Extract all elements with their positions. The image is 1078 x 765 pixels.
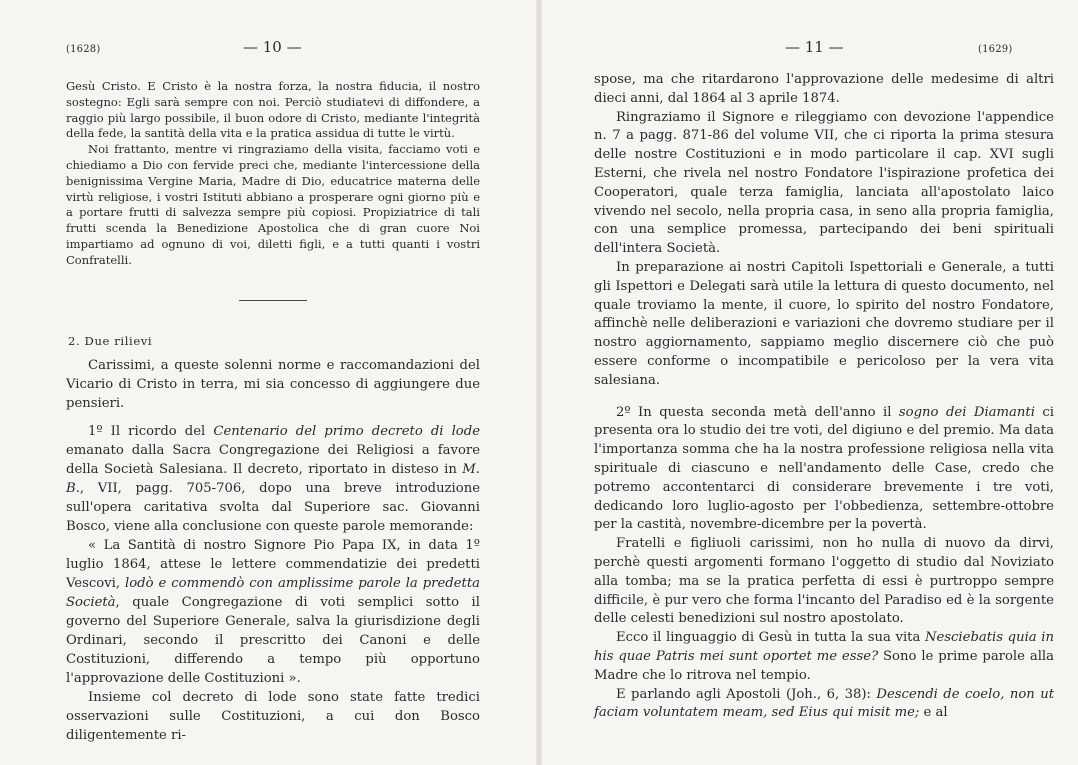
paragraph: spose, ma che ritardarono l'approvazione delle medesime di altri dieci anni, dal 1864 al 3 aprile 1874.: [594, 72, 1054, 106]
italic-run: Descendi de coelo, non ut faciam voluntatem meam, sed Eius qui misit me;: [594, 686, 1054, 721]
text-run: 2º In questa seconda metà dell'anno il: [616, 404, 899, 420]
text-run: , VII, pagg. 705-706, dopo una breve introduzione sull'opera caritativa svolta dal Superiore sac. Giovanni Bosco, viene alla conclusione con queste parole memorande:: [66, 481, 480, 534]
paragraph: Carissimi, a queste solenni norme e raccomandazioni del Vicario di Cristo in terra, mi sia concesso di aggiungere due pensieri.: [66, 358, 480, 411]
paragraph: [66, 536, 480, 688]
paragraph: Noi frattanto, mentre vi ringraziamo della visita, facciamo voti e chiediamo a Dio con fervide preci che, mediante l'intercessione della benignissima Vergine Maria, Madre di Dio, educatrice materna delle virtù religiose, i vostri Istituti abbiano a prosperare ogni giorno più e a portare frutti di salvezza sempre più copiosi. Propiziatrice di tali frutti scenda la Benedizione Apostolica che di gran cuore Noi impartiamo ad ognuno di voi, diletti figli, e a tutti quanti i vostri Confratelli.: [66, 142, 480, 267]
left-text-block-1: [66, 79, 480, 269]
text-run: e al: [919, 705, 948, 721]
paragraph: Insieme col decreto di lode sono state fatte tredici osservazioni sulle Costituzioni, a cui don Bosco diligentemente ri-: [66, 690, 480, 743]
left-text-block-2: [66, 356, 480, 745]
text-run: E parlando agli Apostoli (Joh., 6, 38):: [616, 686, 877, 702]
text-run: « La Santità di nostro Signore Pio Papa IX, in data 1º luglio 1864, attese le lettere commendatizie dei predetti Vescovi,: [66, 538, 480, 591]
text-run: 1º Il ricordo del: [88, 424, 214, 439]
text-run: Sono le prime parole alla Madre che lo ritrova nel tempio.: [594, 648, 1054, 683]
text-run: ci presenta ora lo studio dei tre voti, del digiuno e del premio. Ma data l'importanza somma che ha la nostra professione religiosa nella vita spirituale di ciascuno e nell'andamento delle Case, credo che potremo accontentarci di considerare brevemente i tre voti, dedicando loro luglio-agosto per l'obbedienza, settembre-ottobre per la castità, novembre-dicembre per la povertà.: [594, 404, 1054, 533]
paragraph: Gesù Cristo. E Cristo è la nostra forza, la nostra fiducia, il nostro sostegno: Egli sarà sempre con noi. Perciò studiatevi di diffondere, a raggio più largo possibile, il buon odore di Cristo, mediante l'integrità della fede, la santità della vita e la pratica assidua di tutte le virtù.: [66, 79, 480, 141]
left-page: [0, 0, 536, 765]
right-page-number: — 11 —: [785, 38, 844, 56]
section-title: 2. Due rilievi: [68, 334, 153, 348]
paragraph: [594, 686, 1054, 724]
italic-run: lodò e commendò con amplissime parole la predetta Società: [66, 576, 480, 610]
paragraph: [66, 422, 480, 536]
italic-run: Nesciebatis quia in his quae Patris mei sunt oportet me esse?: [594, 630, 1054, 664]
paragraph: In preparazione ai nostri Capitoli Ispettoriali e Generale, a tutti gli Ispettori e Delegati sarà utile la lettura di questo documento, nel quale troviamo la mente, il cuore, lo spirito del nostro Fondatore, affinchè nelle deliberazioni e variazioni che dovremo studiare per il nostro aggiornamento, sappiamo meglio discernere ciò che può essere conforme o incompatibile e pericoloso per la vera vita salesiana.: [594, 259, 1054, 388]
text-run: , quale Congregazione di voti semplici sotto il governo del Superiore Generale, salva la giurisdizione degli Ordinari, secondo il prescritto dei Canoni e delle Costituzioni, differendo a tempo più opportuno l'approvazione delle Costituzioni ».: [66, 595, 480, 686]
paragraph: Ringraziamo il Signore e rileggiamo con devozione l'appendice n. 7 a pagg. 871-86 del volume VII, che ci riporta la prima stesura delle nostre Costituzioni e in modo particolare il cap. XVI sugli Esterni, che rivela nel nostro Fondatore l'ispirazione profetica dei Cooperatori, quale terza famiglia, lanciata all'apostolato laico vivendo nel secolo, nella propria casa, in seno alla propria famiglia, con una semplice promessa, partecipando dei beni spirituali dell'intera Società.: [594, 109, 1054, 257]
italic-run: sogno dei Diamanti: [898, 404, 1035, 420]
right-page: [542, 0, 1078, 765]
right-text-block: [594, 71, 1054, 723]
left-page-number: — 10 —: [243, 38, 302, 56]
text-run: emanato dalla Sacra Congregazione dei Religiosi a favore della Società Salesiana. Il decreto, riportato in disteso in: [66, 443, 480, 477]
right-margin-number: (1629): [978, 44, 1013, 55]
section-divider: [239, 300, 307, 301]
italic-run: M. B.: [66, 462, 480, 496]
text-run: Ecco il linguaggio di Gesù in tutta la sua vita: [616, 630, 925, 646]
italic-run: Centenario del primo decreto di lode: [213, 424, 480, 439]
left-margin-number: (1628): [66, 44, 101, 55]
paragraph: [594, 629, 1054, 685]
paragraph: [594, 404, 1054, 536]
paragraph: Fratelli e figliuoli carissimi, non ho nulla di nuovo da dirvi, perchè questi argomenti formano l'oggetto di studio dal Noviziato alla tomba; ma se la pratica perfetta di essi è purtroppo sempre difficile, è pur vero che forma l'incanto del Paradiso ed è la sorgente delle celesti benedizioni sul nostro apostolato.: [594, 536, 1054, 627]
